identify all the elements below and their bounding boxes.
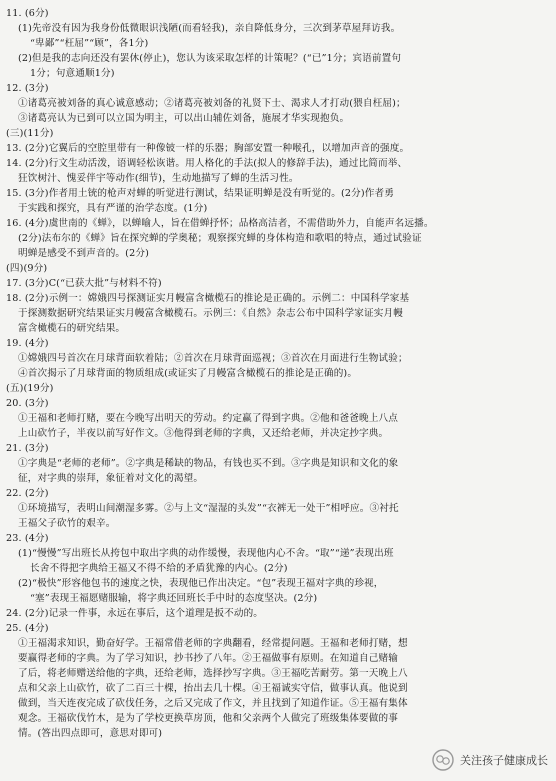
- text-line: 15. (3分)作者用土铳的枪声对蝉的听觉进行测试，结果证明蝉是没有听觉的。(2分)作者勇: [6, 188, 395, 199]
- text-line: 13. (2分)它翼后的空腔里带有一种像铍一样的乐器；胸部安置一种喉孔，以增加声音的强度。: [6, 143, 410, 154]
- text-line: (1)先帝没有因为我身份低微眼识浅陋(而看轻我)，亲自降低身分，三次到茅草屋拜访我。: [18, 23, 401, 34]
- text-line: ①字典是“老师的老师”。②字典是稀缺的物品，有钱也买不到。③字典是知识和文化的象: [18, 458, 399, 469]
- text-line: 狂饮树汁、愧妥伴宇等动作(细节)，生动地描写了蝉的生活习性。: [18, 173, 299, 184]
- text-line: ①嫦娥四号首次在月球背面软着陆；②首次在月球背面巡视；③首次在月面进行生物试验；: [18, 353, 408, 364]
- text-line: 23. (4分): [6, 533, 49, 544]
- text-line: 14. (2分)行文生动活泼，语调轻松诙谐。用人格化的手法(拟人的修辞手法)，通过比简而举、: [6, 158, 408, 169]
- text-line: 要赢得老师的字典。为了学习知识，抄书抄了八年。②王福做事有原则。在知道自己赌输: [18, 653, 399, 664]
- watermark: [432, 749, 548, 771]
- text-line: ③诸葛亮认为已到可以立国为明主，可以出山辅佐刘备，施展才华实现抱负。: [18, 113, 350, 124]
- text-line: ①王福和老师打赌，要在今晚写出明天的劳动。约定赢了得到字典。②他和爸爸晚上八点: [18, 413, 399, 424]
- text-line: (2)但是我的志向还没有罢休(停止)，您认为该采取怎样的计策呢？(“已”1分；宾语前置句: [18, 53, 402, 64]
- text-line: ④首次揭示了月球背面的物质组成(或证实了月幔富含橄榄石的推论是正确的)。: [18, 368, 358, 379]
- text-line: 点和父亲上山砍竹，砍了二百三十棵，抬出去几十棵。④王福诚实守信，做事认真。他说到: [18, 683, 408, 694]
- section-heading: (四)(9分): [6, 263, 48, 274]
- text-line: 19. (4分): [6, 338, 49, 349]
- text-line: 17. (3分)C(“已获大批”与材料不符): [6, 278, 162, 289]
- text-line: 情。(答出四点即可，意思对即可): [18, 728, 163, 739]
- text-line: 做到，当天连夜完成了砍伐任务，之后又完成了作文，并且找到了知道作证。⑤王福有集体: [18, 698, 408, 709]
- text-line: “塞”表现王福愿赌服输，将字典还回班长手中时的态度坚决。(2分): [30, 593, 318, 604]
- text-line: 11. (6分): [6, 8, 49, 19]
- text-line: ①环境描写，表明山间潮湿多雾。②与上文“湿湿的头发”“衣裤无一处干”相呼应。③衬托: [18, 503, 399, 514]
- text-line: “卑鄙”“枉屈”“顾”，各1分): [30, 38, 149, 49]
- text-line: 16. (4分)虞世南的《蝉》，以蝉喻人，旨在借蝉抒怀；品格高洁者，不需借助外力，自能声名远播。: [6, 218, 434, 229]
- text-line: 于实践和探究，具有严谨的治学态度。(1分): [18, 203, 208, 214]
- text-line: 于探测数据研究结果证实月幔富含橄榄石。示例三：《自然》杂志公布中国科学家证实月幔: [18, 308, 403, 319]
- text-line: 20. (3分): [6, 398, 49, 409]
- text-line: 12. (3分): [6, 83, 49, 94]
- text-line: 上山砍竹子，半夜以前写好作文。③他得到老师的字典，又还给老师，并决定抄字典。: [18, 428, 389, 439]
- text-line: 24. (2分)记录一件事，永远在事后，这个道理是扳不动的。: [6, 608, 264, 619]
- text-line: 18. (2分)示例一：嫦娥四号探测证实月幔富含橄榄石的推论是正确的。示例二：中国科学家基: [6, 293, 410, 304]
- text-line: 25. (4分): [6, 623, 49, 634]
- section-heading: (五)(19分): [6, 383, 54, 394]
- text-line: 王福父子砍竹的艰辛。: [18, 518, 116, 529]
- wechat-logo-icon: [432, 749, 454, 771]
- text-line: (1)“慢慢”写出班长从挎包中取出字典的动作缓慢，表现他内心不舍。“取”“递”表现出班: [18, 548, 394, 559]
- text-line: 观念。王福砍伐竹木，是为了学校更换草房顶，他和父亲两个人做完了班级集体要做的事: [18, 713, 399, 724]
- text-line: 富含橄榄石的研究结果。: [18, 323, 126, 334]
- watermark-text: 关注孩子健康成长: [460, 754, 548, 767]
- text-line: ①王福渴求知识，勤奋好学。王福常借老师的字典翻看，经常提问题。王福和老师打赌，想: [18, 638, 408, 649]
- text-line: 征，对字典的崇拜，象征着对文化的渴望。: [18, 473, 204, 484]
- text-line: 了后，将老师赠送给他的字典，还给老师，选择抄写字典。③王福吃苦耐劳。第一天晚上八: [18, 668, 408, 679]
- text-line: 明蝉是感受不到声音的。(2分): [18, 248, 149, 259]
- section-heading: (三)(11分): [6, 128, 54, 139]
- text-line: 长舍不得把字典给王福又不得不给的矛盾犹豫的内心。(2分): [30, 563, 288, 574]
- text-line: (2分)法布尔的《蝉》旨在探究蝉的学奥秘；观察探究蝉的身体构造和歌唱的特点，通过试验证: [18, 233, 422, 244]
- text-line: 22. (2分): [6, 488, 49, 499]
- text-line: 21. (3分): [6, 443, 49, 454]
- text-line: 1分；句意通顺1分): [30, 68, 115, 79]
- text-line: (2)“极快”形容他包书的速度之快，表现他已作出决定。“包”表现王福对字典的珍视，: [18, 578, 384, 589]
- text-line: ①诸葛亮被刘备的真心诚意感动；②诸葛亮被刘备的礼贤下士、渴求人才打动(猥自枉屈)；: [18, 98, 406, 109]
